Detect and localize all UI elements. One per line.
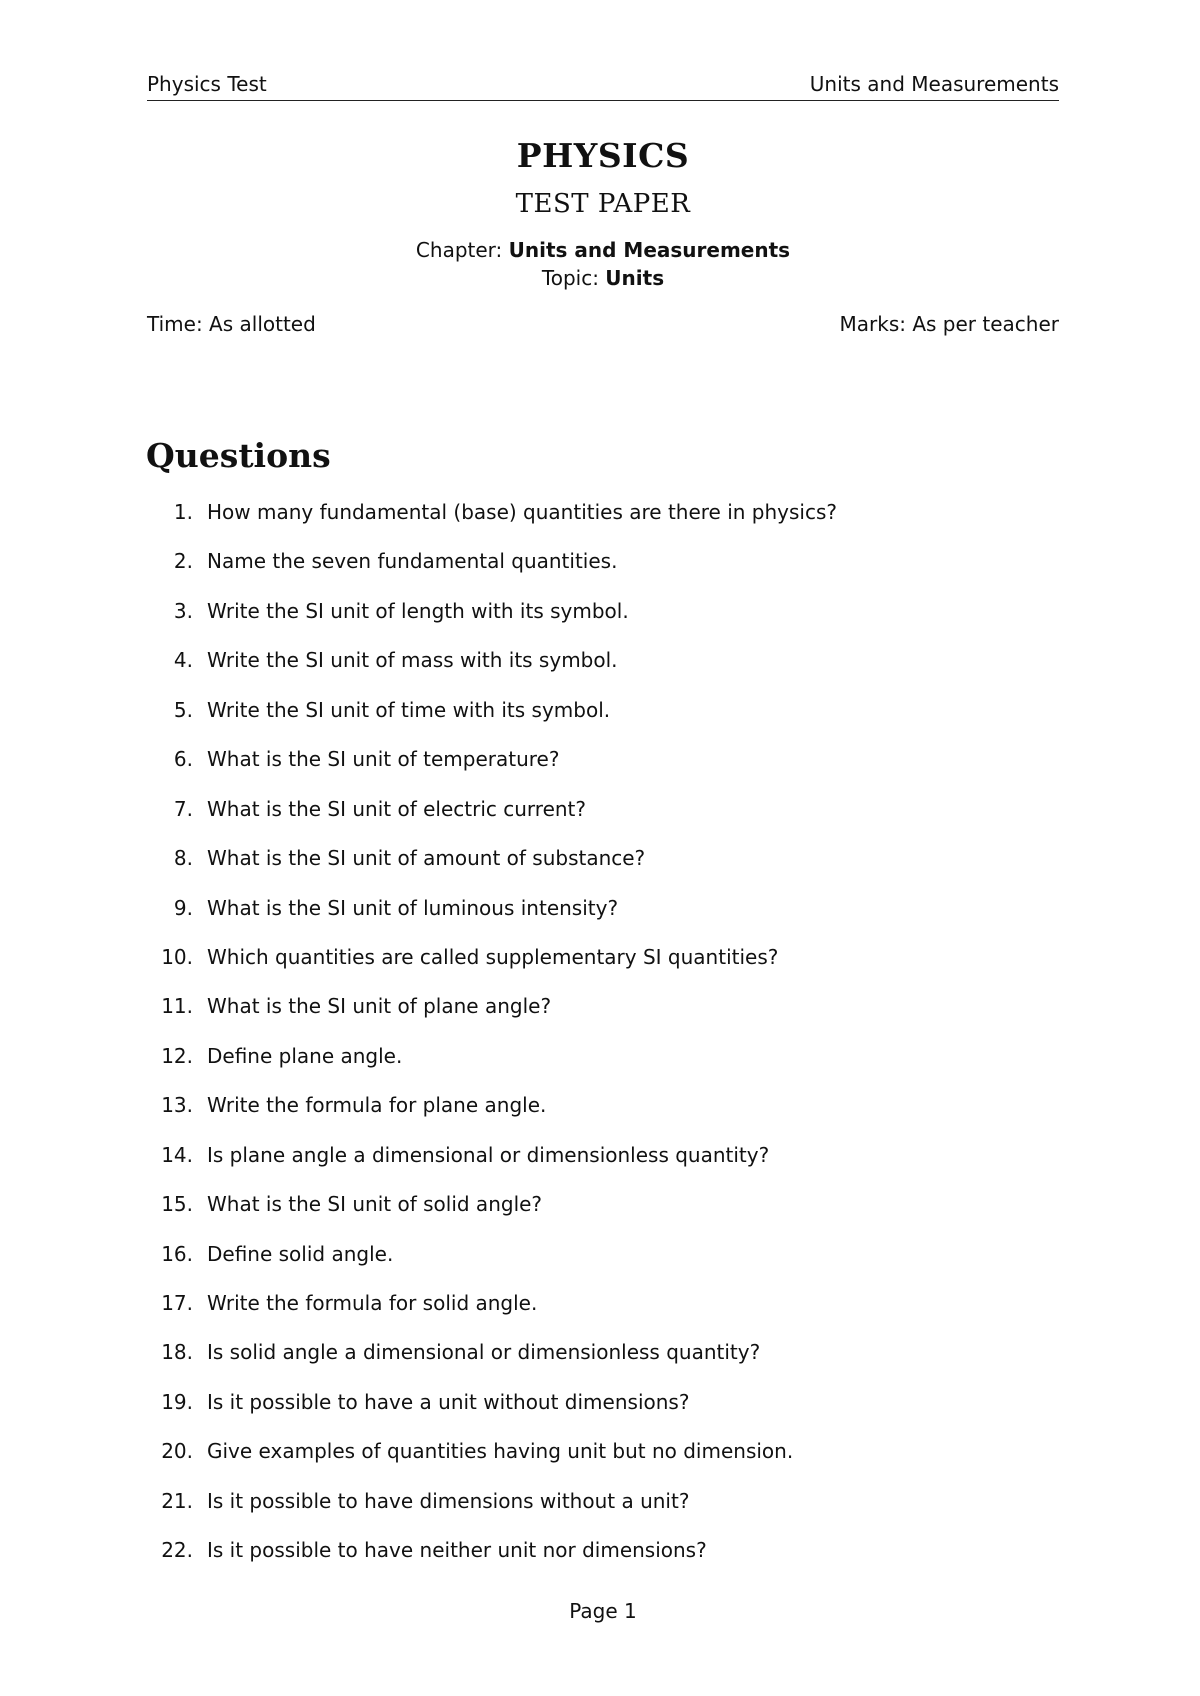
question-text: What is the SI unit of plane angle?	[207, 994, 552, 1019]
chapter-value: Units and Measurements	[508, 238, 791, 262]
question-item	[147, 697, 1059, 746]
question-number: 13.	[161, 1093, 193, 1118]
marks-text: Marks: As per teacher	[839, 312, 1059, 336]
question-item	[147, 1142, 1059, 1191]
question-text: Is it possible to have dimensions without a unit?	[207, 1488, 690, 1513]
question-number: 19.	[161, 1389, 193, 1414]
question-number: 14.	[161, 1142, 193, 1167]
question-text: Give examples of quantities having unit but no dimension.	[207, 1439, 794, 1464]
question-text: How many fundamental (base) quantities are there in physics?	[207, 500, 838, 524]
question-number: 1.	[173, 500, 193, 524]
question-item	[147, 1438, 1059, 1487]
question-number: 2.	[173, 549, 193, 574]
question-text: Is solid angle a dimensional or dimensionless quantity?	[207, 1340, 761, 1365]
question-item	[147, 1339, 1059, 1388]
question-number: 22.	[161, 1538, 193, 1563]
question-text: Is it possible to have a unit without dimensions?	[207, 1389, 690, 1414]
question-text: What is the SI unit of solid angle?	[207, 1192, 543, 1217]
running-header	[147, 70, 1059, 101]
question-item	[147, 895, 1059, 944]
question-text: What is the SI unit of luminous intensity?	[207, 895, 619, 920]
question-text: What is the SI unit of electric current?	[207, 796, 587, 821]
chapter-line	[147, 236, 1059, 264]
question-text: Write the SI unit of mass with its symbol.	[207, 648, 618, 673]
question-number: 21.	[161, 1488, 193, 1513]
question-text: Write the SI unit of length with its symbol.	[207, 598, 629, 623]
question-number: 11.	[161, 994, 193, 1019]
question-number: 20.	[161, 1439, 193, 1464]
header-right-text: Units and Measurements	[809, 72, 1059, 96]
chapter-label: Chapter:	[415, 238, 503, 262]
question-number: 10.	[161, 944, 193, 969]
question-item	[147, 1241, 1059, 1290]
topic-value: Units	[605, 266, 665, 290]
question-text: Define plane angle.	[207, 1043, 403, 1068]
question-text: Is plane angle a dimensional or dimensionless quantity?	[207, 1142, 770, 1167]
question-item	[147, 1191, 1059, 1240]
question-item	[147, 993, 1059, 1042]
question-item	[147, 647, 1059, 696]
title-block	[147, 136, 1059, 292]
question-text: What is the SI unit of temperature?	[207, 747, 560, 772]
question-item	[147, 845, 1059, 894]
time-text: Time: As allotted	[147, 312, 316, 336]
header-left-text: Physics Test	[147, 72, 267, 96]
question-text: Is it possible to have neither unit nor dimensions?	[207, 1538, 707, 1563]
question-list	[147, 499, 1059, 1587]
page-number: Page 1	[569, 1599, 637, 1623]
time-marks-row	[147, 312, 1059, 342]
question-item	[147, 1092, 1059, 1141]
question-number: 6.	[173, 747, 193, 772]
question-item	[147, 1537, 1059, 1586]
question-number: 3.	[173, 598, 193, 623]
question-item	[147, 1290, 1059, 1339]
question-item	[147, 1043, 1059, 1092]
sub-title: TEST PAPER	[515, 189, 691, 219]
question-number: 15.	[161, 1192, 193, 1217]
section-heading: Questions	[146, 436, 331, 475]
question-number: 18.	[161, 1340, 193, 1365]
question-number: 5.	[173, 697, 193, 722]
question-number: 7.	[173, 796, 193, 821]
question-item	[147, 944, 1059, 993]
question-text: Name the seven fundamental quantities.	[207, 549, 618, 574]
question-text: What is the SI unit of amount of substance?	[207, 846, 646, 871]
question-number: 16.	[161, 1241, 193, 1266]
question-item	[147, 746, 1059, 795]
question-text: Which quantities are called supplementary SI quantities?	[207, 944, 779, 969]
question-number: 12.	[161, 1043, 193, 1068]
question-number: 8.	[173, 846, 193, 871]
question-text: Write the formula for solid angle.	[207, 1291, 538, 1315]
question-number: 17.	[161, 1291, 193, 1315]
main-title: PHYSICS	[516, 136, 690, 175]
question-item	[147, 598, 1059, 647]
question-text: Write the SI unit of time with its symbol.	[207, 697, 611, 722]
question-text: Define solid angle.	[207, 1241, 394, 1266]
question-item	[147, 499, 1059, 548]
question-number: 4.	[173, 648, 193, 673]
question-item	[147, 1389, 1059, 1438]
question-item	[147, 1488, 1059, 1537]
topic-line	[147, 264, 1059, 292]
question-text: Write the formula for plane angle.	[207, 1093, 547, 1118]
question-number: 9.	[173, 895, 193, 920]
topic-label: Topic:	[541, 266, 599, 290]
question-item	[147, 548, 1059, 597]
question-item	[147, 796, 1059, 845]
